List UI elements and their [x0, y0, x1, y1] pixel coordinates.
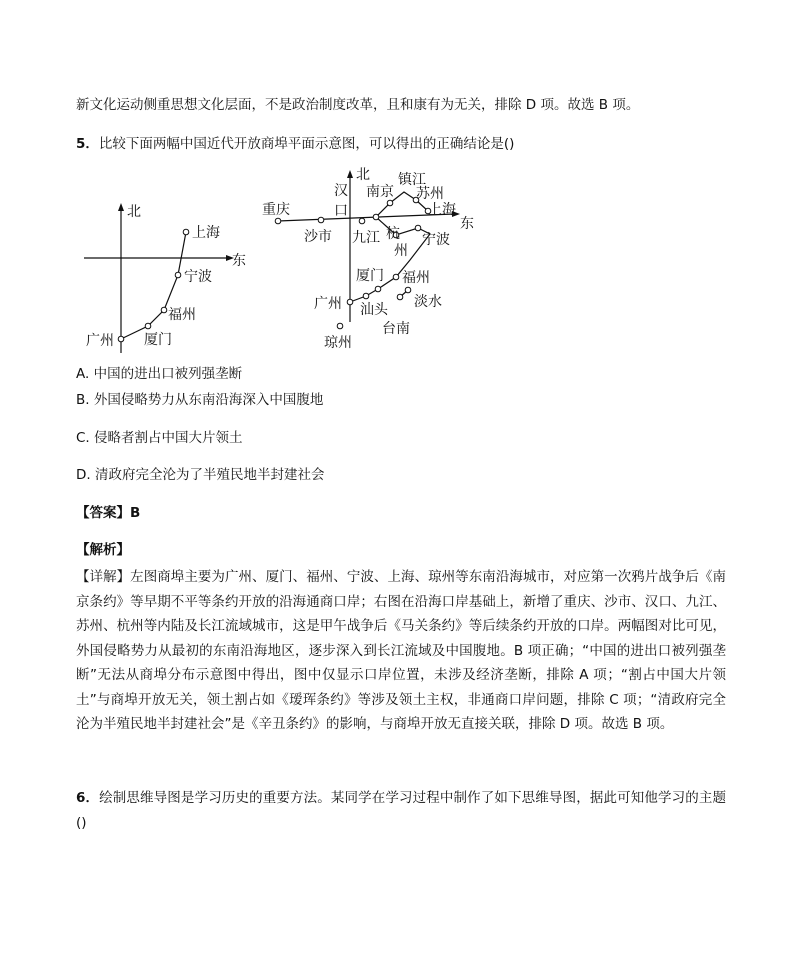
right-map-label-guangzhou: 广州	[314, 296, 342, 312]
left-map-label-xiamen: 厦门	[144, 332, 172, 348]
left-map-dot-guangzhou	[118, 336, 124, 342]
right-map-dot-xiamen	[375, 286, 381, 292]
left-map-east-label: 东	[232, 253, 246, 269]
left-map-dot-xiamen	[145, 323, 151, 329]
right-map-label-xiamen: 厦门	[356, 268, 384, 284]
right-map-north-label: 北	[356, 167, 370, 183]
option-c: C. 侵略者割占中国大片领土	[76, 430, 243, 446]
left-map-label-ningbo: 宁波	[184, 269, 212, 285]
left-map-dot-shanghai	[183, 229, 189, 235]
question-5-stem	[76, 134, 514, 154]
question-6-number: 6．	[76, 790, 100, 806]
right-map-dot-guangzhou	[347, 299, 353, 305]
right-map-label-kou: 口	[334, 203, 348, 219]
option-a: A. 中国的进出口被列强垄断	[76, 366, 243, 382]
right-map-label-shanghai: 上海	[428, 202, 456, 218]
question-6-text: 绘制思维导图是学习历史的重要方法。某同学在学习过程中制作了如下思维导图，据此可知他学习的主题()	[76, 790, 726, 831]
right-map-label-jiujiang: 九江	[352, 230, 380, 246]
right-map-label-hang: 杭	[386, 226, 400, 242]
right-map-label-danshui: 淡水	[414, 294, 442, 310]
right-port-map	[258, 162, 488, 362]
right-map-label-shashi: 沙市	[304, 229, 332, 245]
left-map-label-shanghai: 上海	[192, 225, 220, 241]
left-map-north-arrow	[118, 203, 124, 211]
right-map-label-tainan: 台南	[382, 321, 410, 337]
question-6-stem	[76, 786, 726, 835]
right-map-label-chongqing: 重庆	[262, 202, 290, 218]
right-map-label-suzhou: 苏州	[416, 186, 444, 202]
right-map-label-qiongzhou: 琼州	[324, 335, 352, 351]
right-map-label-zhenjiang: 镇江	[398, 172, 426, 188]
right-map-dot-nanjing	[373, 214, 379, 220]
right-map-dot-ningbo	[415, 225, 421, 231]
right-map-dot-fuzhou	[393, 274, 399, 280]
question-5-text: 比较下面两幅中国近代开放商埠平面示意图，可以得出的正确结论是()	[98, 136, 515, 152]
question-5-number: 5．	[76, 136, 99, 152]
left-map-label-fuzhou: 福州	[168, 307, 196, 323]
right-map-dot-zhenjiang	[387, 200, 393, 206]
right-map-label-han: 汉	[334, 183, 348, 199]
answer-label: 【答案】	[76, 505, 130, 521]
option-b: B. 外国侵略势力从东南沿海深入中国腹地	[76, 392, 324, 408]
right-map-label-shantou: 汕头	[360, 302, 388, 318]
option-d: D. 清政府完全沦为了半殖民地半封建社会	[76, 467, 325, 483]
left-map-dot-ningbo	[175, 272, 181, 278]
answer-line	[76, 503, 140, 523]
left-map-label-guangzhou: 广州	[86, 333, 114, 349]
right-map-dot-jiujiang	[359, 218, 365, 224]
previous-answer-line: 新文化运动侧重思想文化层面，不是政治制度改革，且和康有为无关，排除 D 项。故选 B 项。	[76, 97, 640, 113]
right-map-dot-chongqing	[275, 218, 281, 224]
right-map-label-nanjing: 南京	[366, 184, 394, 200]
left-port-map	[80, 195, 260, 355]
right-map-dot-shashi	[318, 217, 324, 223]
right-map-east-label: 东	[460, 216, 474, 232]
right-map-dot-qiongzhou	[337, 323, 343, 329]
right-map-label-zhou: 州	[394, 243, 408, 259]
right-map-north-arrow	[347, 170, 353, 178]
right-map-label-ningbo: 宁波	[422, 232, 450, 248]
analysis-detail: 【详解】左图商埠主要为广州、厦门、福州、宁波、上海、琼州等东南沿海城市，对应第一次鸦片战争后《南京条约》等早期不平等条约开放的沿海通商口岸；右图在沿海口岸基础上，新增了重庆、沙市、汉口、九江、苏州、杭州等内陆及长江流域城市，这是甲午战争后《马关条约》等后续条约开放的口岸。两幅图对比可见，外国侵略势力从最初的东南沿海地区，逐步深入到长江流域及中国腹地。B 项正确；“中国的进出口被列强垄断”无法从商埠分布示意图中得出，图中仅显示口岸位置，未涉及经济垄断，排除 A 项；“割占中国大片领土”与商埠开放无关，领土割占如《瑷珲条约》等涉及领土主权，非通商口岸问题，排除 C 项；“清政府完全沦为半殖民地半封建社会”是《辛丑条约》的影响，与商埠开放无直接关联，排除 D 项。故选 B 项。	[76, 569, 726, 732]
left-map-north-label: 北	[127, 204, 141, 220]
right-map-dot-tainan	[397, 294, 403, 300]
right-map-dot-shantou	[363, 293, 369, 299]
right-map-label-fuzhou: 福州	[402, 270, 430, 286]
analysis-label: 【解析】	[76, 542, 130, 558]
left-map-dot-fuzhou	[161, 307, 167, 313]
answer-value: B	[130, 505, 141, 521]
right-map-dot-danshui	[405, 287, 411, 293]
